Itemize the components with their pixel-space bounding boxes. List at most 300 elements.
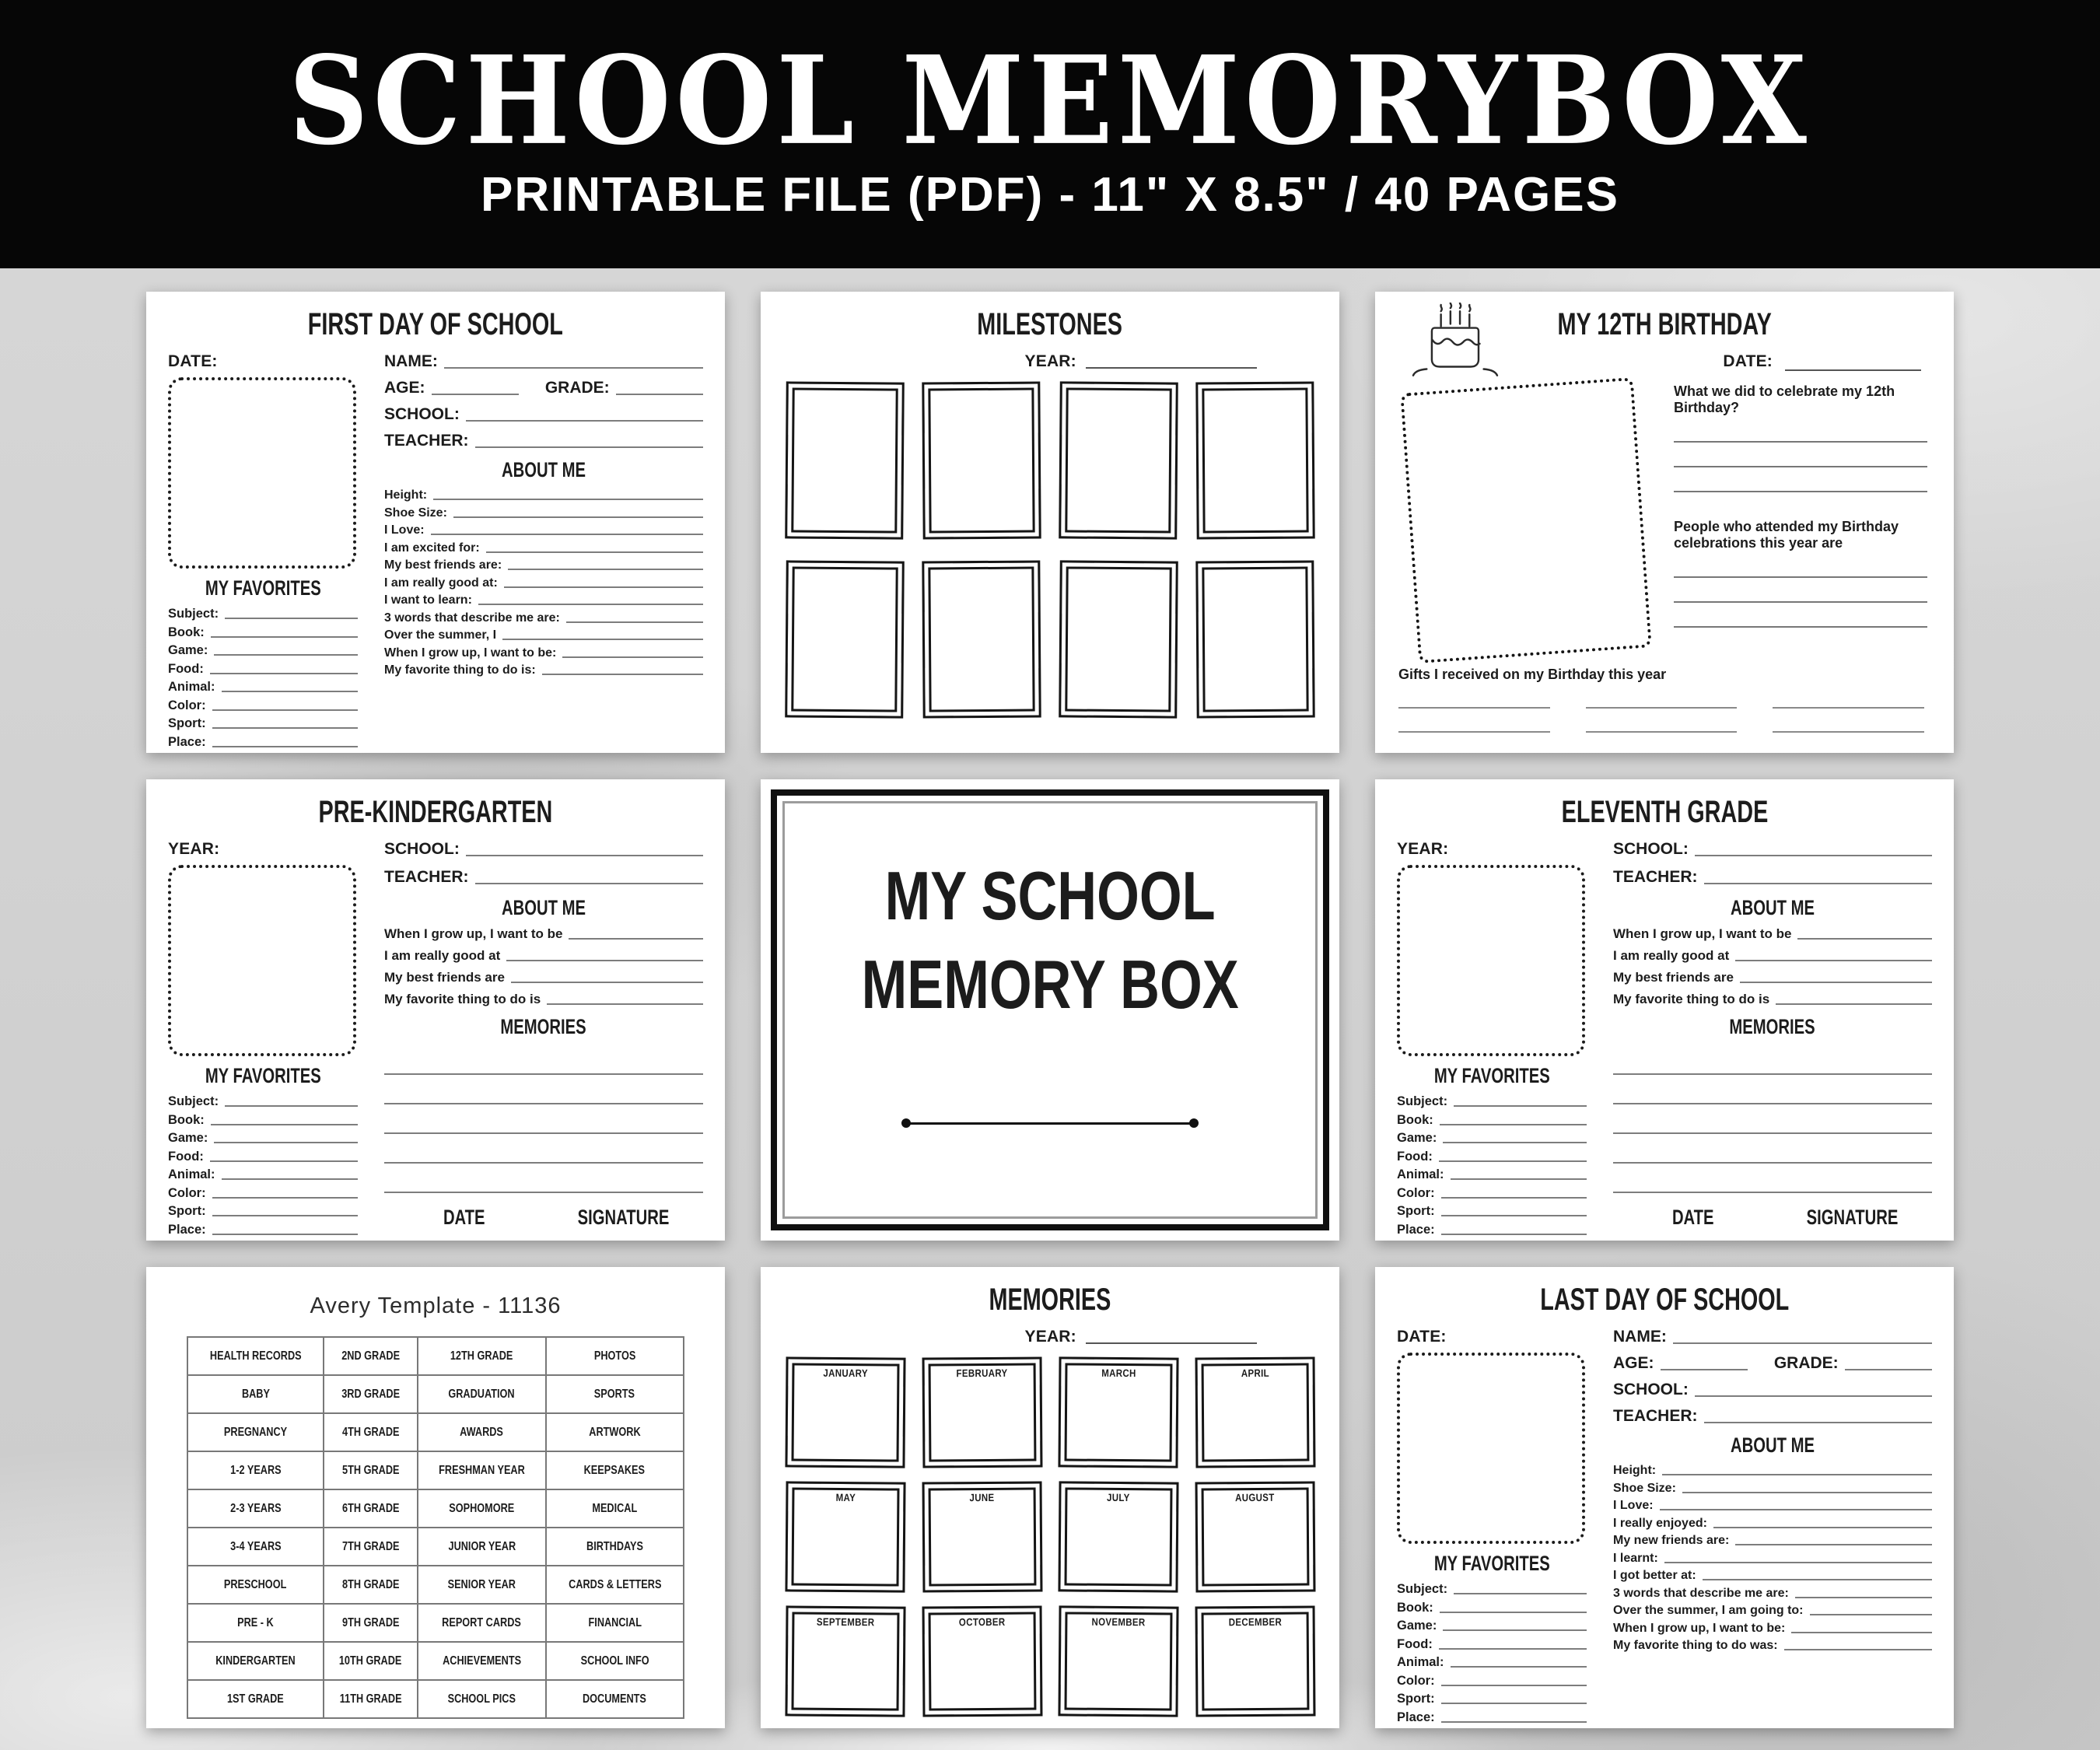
write-line — [1791, 1631, 1932, 1633]
write-line — [466, 854, 703, 856]
about-row — [1613, 1482, 1932, 1496]
photo-frame — [1195, 560, 1314, 718]
memories-heading: MEMORIES — [500, 1015, 587, 1038]
card-eleventh-grade — [1375, 779, 1954, 1241]
write-line — [616, 393, 703, 395]
write-line — [1613, 1104, 1932, 1134]
card-cover — [761, 779, 1339, 1241]
write-line — [1674, 443, 1927, 467]
about-row — [384, 488, 703, 502]
label-cell — [324, 1604, 418, 1642]
label-text: 5TH GRADE — [341, 1463, 400, 1477]
label-text: DOCUMENTS — [583, 1692, 647, 1706]
label-cell — [546, 1528, 684, 1566]
write-line — [212, 745, 358, 747]
label-cell — [324, 1413, 418, 1451]
write-line — [1586, 733, 1738, 753]
photo-frame — [1195, 381, 1314, 539]
label-text: MEDICAL — [592, 1501, 638, 1515]
cover-name-line — [907, 1122, 1193, 1125]
about-row — [384, 663, 703, 677]
favorite-row — [168, 625, 358, 640]
date-cell — [384, 1206, 544, 1241]
favorite-row — [1397, 1619, 1587, 1633]
write-line — [1674, 467, 1927, 492]
label-cell — [324, 1451, 418, 1489]
write-line — [1682, 1491, 1932, 1493]
cover-title-line2: MEMORY BOX — [861, 946, 1239, 1024]
write-line — [1454, 1592, 1587, 1594]
favorite-row — [168, 698, 358, 713]
field-label: Place: — [168, 1222, 206, 1237]
field-label: Food: — [1397, 1149, 1433, 1164]
field-label: I am really good at — [1613, 948, 1730, 963]
write-line — [1664, 1561, 1932, 1563]
field-label: I got better at: — [1613, 1569, 1696, 1582]
about-row — [1613, 1517, 1932, 1531]
field-label: I am really good at: — [384, 576, 498, 590]
name-row — [384, 352, 703, 371]
field-label: TEACHER: — [384, 868, 469, 886]
write-line — [384, 1164, 703, 1193]
label-text: 8TH GRADE — [341, 1577, 400, 1591]
label-cell — [546, 1489, 684, 1528]
field-label: Over the summer, I am going to: — [1613, 1604, 1804, 1617]
school-row — [384, 840, 703, 859]
label-text: ACHIEVEMENTS — [442, 1654, 521, 1668]
field-label: Subject: — [168, 1094, 219, 1108]
favorite-row — [1397, 1582, 1587, 1597]
label-cell — [187, 1337, 324, 1375]
about-row — [384, 948, 703, 964]
year-row — [1025, 1328, 1271, 1346]
date-label: DATE: — [1397, 1328, 1447, 1346]
field-label: Color: — [1397, 1185, 1435, 1200]
label-cell — [324, 1642, 418, 1680]
field-label: I learnt: — [1613, 1551, 1658, 1565]
write-line — [210, 672, 358, 674]
field-label: Animal: — [1397, 1167, 1444, 1181]
about-list — [1613, 926, 1932, 1007]
label-cell — [546, 1337, 684, 1375]
field-label: When I grow up, I want to be — [1613, 926, 1792, 941]
table-row — [187, 1642, 684, 1680]
about-heading: ABOUT ME — [502, 896, 586, 919]
table-row — [187, 1604, 684, 1642]
favorite-row — [168, 1204, 358, 1219]
month-label: AUGUST — [1234, 1491, 1275, 1504]
field-label: Game: — [1397, 1131, 1437, 1145]
label-cell — [418, 1680, 546, 1718]
photo-frame — [922, 381, 1041, 539]
favorite-row — [168, 716, 358, 731]
field-label: My best friends are: — [384, 558, 502, 572]
field-label: My best friends are — [384, 970, 505, 985]
field-label: NAME: — [1613, 1328, 1667, 1346]
field-label: TEACHER: — [1613, 1407, 1698, 1425]
write-line — [384, 1134, 703, 1164]
write-line — [431, 533, 703, 535]
field-label: I want to learn: — [384, 593, 472, 607]
month-photo-frame — [1195, 1356, 1314, 1468]
favorites-heading: MY FAVORITES — [205, 576, 321, 600]
field-label: Book: — [168, 1112, 205, 1127]
label-cell — [546, 1642, 684, 1680]
label-cell — [418, 1489, 546, 1528]
label-text: 3RD GRADE — [341, 1387, 400, 1401]
product-title: SCHOOL MEMORYBOX — [289, 30, 1811, 173]
field-label: NAME: — [384, 352, 438, 370]
table-row — [187, 1337, 684, 1375]
write-line — [504, 586, 703, 588]
photo-frame — [922, 560, 1041, 718]
field-label: Book: — [168, 625, 205, 639]
about-row — [384, 523, 703, 537]
write-line — [1785, 369, 1921, 371]
label-text: HEALTH RECORDS — [209, 1349, 302, 1363]
label-table — [187, 1336, 684, 1719]
about-row — [1613, 992, 1932, 1007]
field-label: 3 words that describe me are: — [384, 611, 560, 625]
write-line — [1586, 684, 1738, 709]
favorite-row — [168, 1094, 358, 1109]
about-row — [384, 611, 703, 625]
date-heading: DATE — [1671, 1206, 1714, 1229]
write-line — [1443, 1629, 1587, 1631]
write-line — [511, 981, 703, 983]
photo-box — [1397, 1353, 1585, 1544]
write-line — [1439, 1647, 1587, 1650]
page-title: MEMORIES — [989, 1283, 1111, 1317]
label-cell — [546, 1680, 684, 1718]
write-line — [384, 1075, 703, 1104]
write-line — [1586, 709, 1738, 733]
about-row — [1613, 948, 1932, 964]
card-avery-template — [146, 1267, 725, 1728]
write-line — [1451, 1665, 1587, 1668]
field-label: Shoe Size: — [384, 506, 447, 520]
field-label: My new friends are: — [1613, 1534, 1730, 1547]
favorite-row — [168, 1113, 358, 1128]
field-label: SCHOOL: — [1613, 840, 1689, 858]
field-label: Food: — [168, 1149, 204, 1164]
page-title: MY 12TH BIRTHDAY — [1557, 307, 1772, 341]
about-row — [1613, 1499, 1932, 1513]
field-label: Animal: — [168, 680, 215, 694]
write-line — [1441, 1233, 1587, 1235]
label-cell — [418, 1337, 546, 1375]
write-line — [433, 498, 703, 500]
page-title: FIRST DAY OF SCHOOL — [307, 307, 564, 341]
about-row — [384, 646, 703, 660]
field-label: YEAR: — [1024, 352, 1076, 370]
write-line — [210, 1160, 358, 1162]
field-label: I am excited for: — [384, 541, 480, 555]
field-label: SCHOOL: — [1613, 1381, 1689, 1398]
month-photo-frame — [1195, 1481, 1314, 1592]
label-text: 3-4 YEARS — [229, 1539, 282, 1553]
label-text: 4TH GRADE — [341, 1425, 400, 1439]
favorite-row — [168, 1150, 358, 1164]
write-line — [211, 1123, 358, 1125]
field-label: My favorite thing to do is: — [384, 663, 536, 677]
signature-heading: SIGNATURE — [577, 1206, 670, 1229]
about-row — [384, 992, 703, 1007]
month-label: OCTOBER — [958, 1615, 1005, 1629]
age-grade-row — [384, 379, 703, 397]
label-text: 10TH GRADE — [339, 1654, 402, 1668]
field-label: GRADE: — [1773, 1354, 1839, 1372]
label-text: GRADUATION — [448, 1387, 515, 1401]
label-cell — [546, 1566, 684, 1604]
write-line — [1086, 366, 1257, 369]
write-line — [1398, 684, 1550, 709]
write-line — [212, 1214, 358, 1216]
write-line — [1398, 733, 1550, 753]
about-row — [1613, 1569, 1932, 1583]
favorite-row — [168, 662, 358, 677]
label-text: SOPHOMORE — [449, 1501, 515, 1515]
favorites-list — [168, 1094, 358, 1237]
label-cell — [546, 1451, 684, 1489]
favorites-list — [1397, 1094, 1587, 1237]
write-line — [547, 1003, 703, 1005]
month-photo-frame — [785, 1481, 905, 1592]
field-label: Height: — [384, 488, 428, 502]
favorite-row — [1397, 1674, 1587, 1689]
write-line — [486, 551, 703, 553]
favorite-row — [1397, 1601, 1587, 1615]
table-row — [187, 1528, 684, 1566]
write-line — [478, 603, 703, 605]
month-label: APRIL — [1240, 1367, 1269, 1380]
photo-frame — [785, 381, 905, 539]
product-subtitle: PRINTABLE FILE (PDF) - 11" X 8.5" / 40 PAGES — [481, 168, 1619, 222]
label-text: PREGNANCY — [223, 1425, 288, 1439]
write-line — [1784, 1648, 1932, 1650]
label-cell — [418, 1375, 546, 1413]
label-text: AWARDS — [460, 1425, 504, 1439]
month-photo-frame — [922, 1605, 1041, 1717]
field-label: Animal: — [1397, 1655, 1444, 1669]
teacher-row — [384, 432, 703, 450]
write-line — [384, 1045, 703, 1075]
write-line — [1441, 1720, 1587, 1723]
about-list — [1613, 1464, 1932, 1653]
write-line — [1695, 1395, 1932, 1397]
field-label: Color: — [168, 1185, 206, 1200]
photo-box — [1397, 865, 1585, 1056]
school-row — [1613, 840, 1932, 859]
write-line — [1674, 603, 1927, 628]
question-label: What we did to celebrate my 12th Birthday? — [1674, 383, 1895, 415]
field-label: Animal: — [168, 1167, 215, 1181]
favorite-row — [168, 1223, 358, 1237]
year-row — [1025, 352, 1271, 371]
favorites-list — [1397, 1582, 1587, 1725]
about-row — [384, 593, 703, 607]
field-label: Place: — [1397, 1222, 1435, 1237]
write-line — [225, 1104, 358, 1107]
about-list — [384, 926, 703, 1007]
avery-title: Avery Template - 11136 — [310, 1293, 562, 1318]
label-cell — [418, 1528, 546, 1566]
about-row — [384, 541, 703, 555]
field-label: My best friends are — [1613, 970, 1734, 985]
favorite-row — [168, 607, 358, 621]
about-row — [1613, 1639, 1932, 1653]
write-line — [453, 516, 703, 518]
field-label: Sport: — [1397, 1692, 1435, 1706]
label-text: KEEPSAKES — [584, 1463, 646, 1477]
label-text: 7TH GRADE — [341, 1539, 400, 1553]
about-row — [384, 576, 703, 590]
write-line — [1439, 1160, 1587, 1162]
field-label: My favorite thing to do is — [1613, 992, 1770, 1006]
date-heading: DATE — [443, 1206, 485, 1229]
favorite-row — [1397, 1113, 1587, 1128]
write-line — [1660, 1508, 1932, 1510]
label-text: SCHOOL PICS — [447, 1692, 516, 1706]
cover-inner-border — [782, 801, 1318, 1219]
about-row — [1613, 1604, 1932, 1618]
favorite-row — [1397, 1150, 1587, 1164]
write-line — [502, 638, 703, 640]
field-label: SCHOOL: — [384, 840, 460, 858]
month-photo-frame — [922, 1481, 1041, 1592]
write-line — [1613, 1134, 1932, 1164]
about-heading: ABOUT ME — [1731, 896, 1815, 919]
write-line — [1740, 981, 1932, 983]
field-label: Book: — [1397, 1112, 1433, 1127]
write-line — [1735, 1543, 1932, 1545]
table-row — [187, 1413, 684, 1451]
label-text: 11TH GRADE — [339, 1692, 402, 1706]
cover-title-line1: MY SCHOOL — [884, 857, 1216, 934]
year-label: YEAR: — [168, 840, 220, 858]
write-line — [1443, 1141, 1587, 1143]
about-row — [384, 628, 703, 642]
write-line — [1674, 578, 1927, 603]
birthday-cake-icon — [1398, 303, 1515, 390]
label-text: SPORTS — [594, 1387, 635, 1401]
write-line — [1735, 959, 1932, 961]
label-text: REPORT CARDS — [442, 1615, 522, 1629]
label-text: FRESHMAN YEAR — [439, 1463, 525, 1477]
field-label: Sport: — [168, 716, 206, 730]
label-text: SENIOR YEAR — [447, 1577, 516, 1591]
write-line — [566, 621, 703, 623]
field-label: My favorite thing to do was: — [1613, 1639, 1778, 1652]
label-text: 1-2 YEARS — [229, 1463, 282, 1477]
field-label: Sport: — [1397, 1204, 1435, 1218]
write-line — [542, 673, 703, 675]
write-line — [508, 568, 703, 570]
favorite-row — [168, 1167, 358, 1182]
write-line — [1795, 1596, 1932, 1598]
favorite-row — [1397, 1223, 1587, 1237]
field-label: I Love: — [384, 523, 425, 537]
field-label: When I grow up, I want to be: — [1613, 1621, 1786, 1635]
age-grade-row — [1613, 1354, 1932, 1373]
field-label: Subject: — [1397, 1094, 1448, 1108]
write-line — [466, 419, 703, 422]
favorite-row — [1397, 1637, 1587, 1652]
write-line — [1398, 709, 1550, 733]
write-line — [1773, 733, 1924, 753]
write-line — [506, 959, 703, 961]
field-label: Game: — [168, 643, 208, 657]
month-photo-frame — [1058, 1356, 1178, 1468]
field-label: Place: — [1397, 1710, 1435, 1724]
write-line — [222, 1178, 358, 1180]
write-line — [225, 617, 358, 619]
label-cell — [187, 1642, 324, 1680]
month-photo-frame — [1058, 1605, 1178, 1717]
write-line — [1773, 684, 1924, 709]
table-row — [187, 1680, 684, 1718]
favorite-row — [168, 643, 358, 658]
page-title: PRE-KINDERGARTEN — [318, 795, 553, 829]
card-memories — [761, 1267, 1339, 1728]
field-label: AGE: — [384, 379, 425, 397]
write-line — [475, 446, 704, 448]
favorite-row — [1397, 1167, 1587, 1182]
write-line — [1704, 882, 1933, 884]
question-label: People who attended my Birthday celebrations this year are — [1674, 519, 1899, 551]
field-label: TEACHER: — [1613, 868, 1698, 886]
write-line — [1797, 937, 1932, 940]
write-line — [562, 656, 703, 658]
favorite-row — [168, 735, 358, 750]
label-text: 9TH GRADE — [341, 1615, 400, 1629]
field-label: YEAR: — [1024, 1328, 1076, 1346]
field-label: Food: — [168, 661, 204, 676]
write-line — [1810, 1613, 1933, 1615]
write-line — [222, 690, 358, 692]
gifts-label: Gifts I received on my Birthday this year — [1398, 667, 1667, 682]
field-label: Over the summer, I — [384, 628, 497, 642]
write-line — [1662, 1473, 1932, 1475]
signature-cell — [544, 1206, 703, 1241]
field-label: Color: — [168, 698, 206, 712]
photo-box — [1400, 377, 1652, 663]
label-cell — [418, 1413, 546, 1451]
school-row — [384, 405, 703, 424]
field-label: Game: — [1397, 1619, 1437, 1633]
signature-cell — [1773, 1206, 1932, 1241]
label-cell — [187, 1375, 324, 1413]
write-line — [1441, 1684, 1587, 1686]
label-cell — [546, 1375, 684, 1413]
label-text: FINANCIAL — [588, 1615, 642, 1629]
memories-heading: MEMORIES — [1729, 1015, 1816, 1038]
about-row — [1613, 1552, 1932, 1566]
teacher-row — [1613, 868, 1932, 887]
about-heading: ABOUT ME — [502, 458, 586, 481]
field-label: GRADE: — [544, 379, 610, 397]
month-frame-grid — [786, 1357, 1314, 1717]
write-line — [1674, 553, 1927, 578]
label-cell — [418, 1642, 546, 1680]
field-label: TEACHER: — [384, 432, 469, 450]
month-label: JUNE — [968, 1491, 994, 1504]
label-cell — [187, 1489, 324, 1528]
date-label: DATE: — [168, 352, 218, 370]
label-cell — [187, 1680, 324, 1718]
about-row — [1613, 1587, 1932, 1601]
field-label: Subject: — [1397, 1582, 1448, 1596]
